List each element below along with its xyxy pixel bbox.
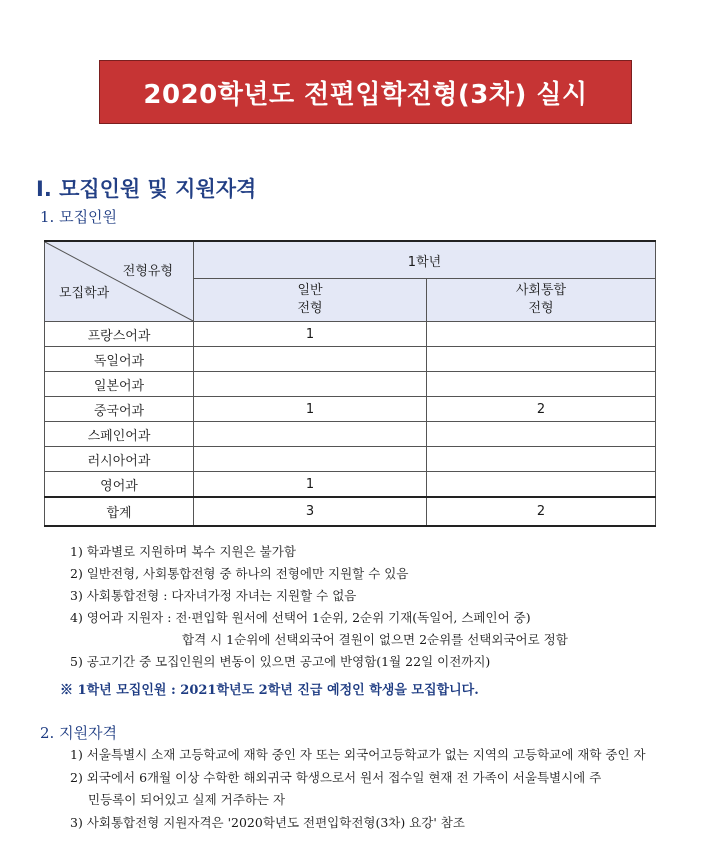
total-label: 합계 [45,497,194,526]
dept-cell: 영어과 [45,472,194,498]
page-title-banner [99,60,632,124]
corner-label-type: 전형유형 [122,264,173,279]
col-header-social: 사회통합 전형 [427,279,656,322]
table-row [45,397,656,422]
dept-cell: 중국어과 [45,397,194,422]
grade-notice: ※ 1학년 모집인원 : 2021학년도 2학년 진급 예정인 학생을 모집합니다. [60,683,479,698]
general-cell [194,347,427,372]
table-row [45,347,656,372]
dept-cell: 프랑스어과 [45,322,194,347]
eligibility-item-3: 3) 사회통합전형 지원자격은 '2020학년도 전편입학전형(3차) 요강' 참조 [70,814,465,830]
social-cell [427,472,656,498]
general-cell: 1 [194,472,427,498]
general-cell [194,447,427,472]
page-title: 2020학년도 전편입학전형(3차) 실시 [143,79,588,110]
total-social: 2 [427,497,656,526]
dept-cell: 독일어과 [45,347,194,372]
eligibility-item-2: 2) 외국에서 6개월 이상 수학한 해외귀국 학생으로서 원서 접수일 현재 전 가족이 서울특별시에 주 [70,769,602,785]
total-row [45,497,656,526]
dept-cell: 스페인어과 [45,422,194,447]
table-row [45,422,656,447]
general-cell [194,372,427,397]
note-3: 3) 사회통합전형 : 다자녀가정 자녀는 지원할 수 없음 [70,588,357,603]
social-cell [427,322,656,347]
dept-cell: 러시아어과 [45,447,194,472]
note-4-continued: 합격 시 1순위에 선택외국어 결원이 없으면 2순위를 선택외국어로 정함 [182,632,568,647]
note-2: 2) 일반전형, 사회통합전형 중 하나의 전형에만 지원할 수 있음 [70,566,409,581]
eligibility-item-1: 1) 서울특별시 소재 고등학교에 재학 중인 자 또는 외국어고등학교가 없는 지역의 고등학교에 재학 중인 자 [70,747,646,762]
social-cell [427,372,656,397]
corner-label-dept: 모집학과 [59,286,110,301]
note-1: 1) 학과별로 지원하며 복수 지원은 불가함 [70,544,296,559]
table-row [45,372,656,397]
eligibility-list [70,744,695,834]
note-5: 5) 공고기간 중 모집인원의 변동이 있으면 공고에 반영함(1월 22일 이전까지) [70,654,491,669]
subheading-quota: 1. 모집인원 [40,208,118,226]
table-row [45,447,656,472]
table-row [45,472,656,498]
subheading-eligibility: 2. 지원자격 [40,724,118,742]
social-cell [427,447,656,472]
social-cell [427,422,656,447]
social-cell: 2 [427,397,656,422]
quota-table [44,240,656,527]
total-general: 3 [194,497,427,526]
general-cell [194,422,427,447]
general-cell: 1 [194,397,427,422]
dept-cell: 일본어과 [45,372,194,397]
note-4: 4) 영어과 지원자 : 전·편입학 원서에 선택어 1순위, 2순위 기재(독일어, 스페인어 중) [70,610,531,625]
eligibility-item-2-continued: 민등록이 되어있고 실제 거주하는 자 [88,792,286,807]
section-heading-recruitment: Ⅰ. 모집인원 및 지원자격 [36,177,257,201]
general-cell: 1 [194,322,427,347]
grade-header: 1학년 [194,241,656,279]
table-corner-header [45,241,194,322]
footnotes [70,541,568,673]
col-header-general: 일반 전형 [194,279,427,322]
table-row [45,322,656,347]
social-cell [427,347,656,372]
